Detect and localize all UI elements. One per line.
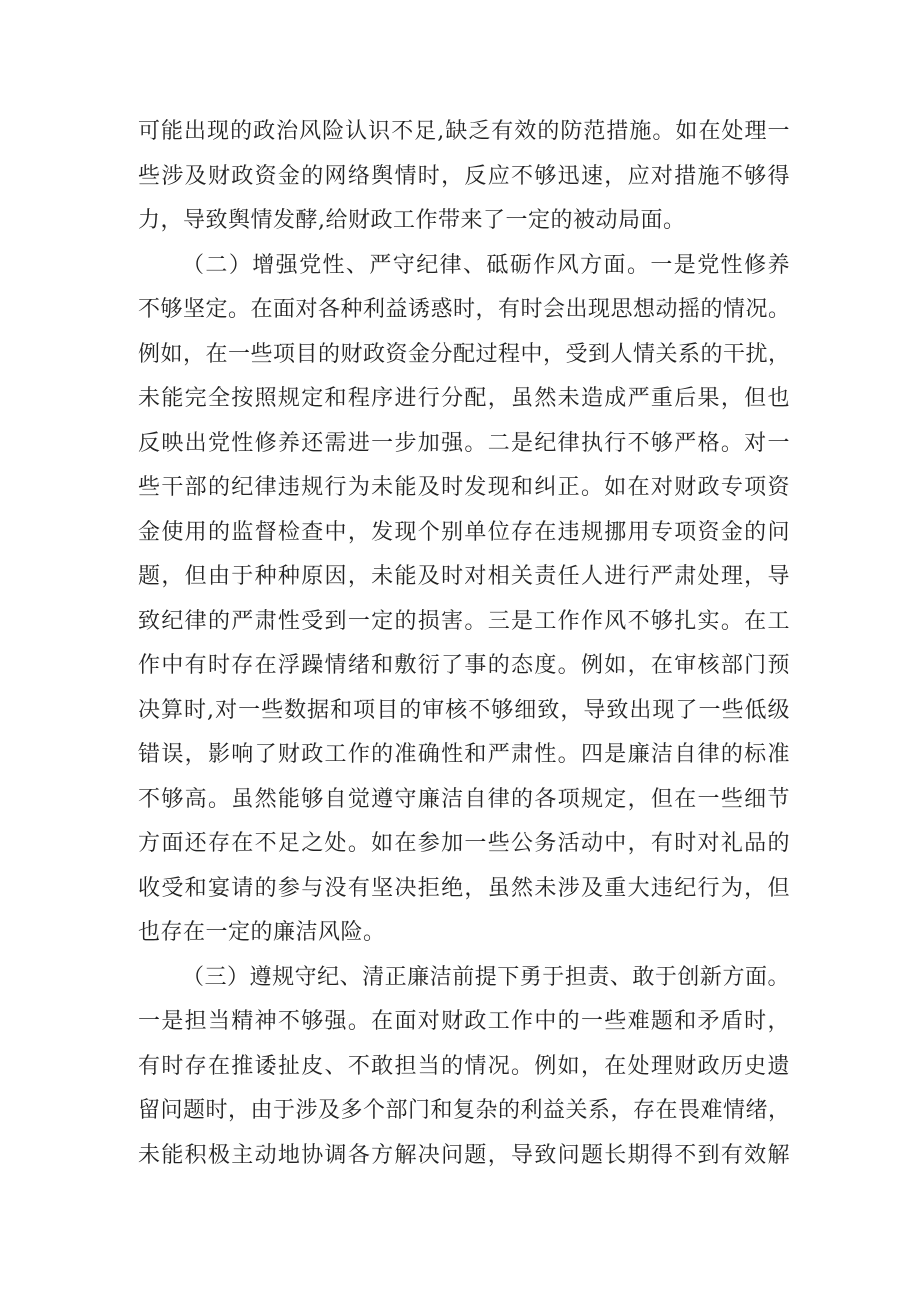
text-line: 有时存在推诿扯皮、不敢担当的情况。例如，在处理财政历史遗 [138, 1053, 790, 1079]
text-line: 不够坚定。在面对各种利益诱惑时，有时会出现思想动摇的情况。 [138, 297, 791, 322]
section-heading-line: （二）增强党性、严守纪律、砥砺作风方面。一是党性修养 [182, 252, 790, 278]
text-line: 也存在一定的廉洁风险。 [138, 920, 386, 945]
text-line: 力，导致舆情发酵,给财政工作带来了一定的被动局面。 [138, 208, 686, 233]
text-line: 例如，在一些项目的财政资金分配过程中，受到人情关系的干扰， [138, 341, 791, 367]
text-line: 作中有时存在浮躁情绪和敷衍了事的态度。例如，在审核部门预 [138, 653, 790, 678]
text-line: 收受和宴请的参与没有坚决拒绝，虽然未涉及重大违纪行为，但 [138, 875, 790, 901]
body-text [138, 110, 790, 1178]
text-line: 反映出党性修养还需进一步加强。二是纪律执行不够严格。对一 [138, 430, 790, 456]
text-line: 金使用的监督检查中，发现个别单位存在违规挪用专项资金的问 [138, 519, 790, 545]
text-line: 不够高。虽然能够自觉遵守廉洁自律的各项规定，但在一些细节 [138, 786, 790, 812]
text-line: 未能积极主动地协调各方解决问题，导致问题长期得不到有效解 [138, 1142, 790, 1168]
text-line: 一是担当精神不够强。在面对财政工作中的一些难题和矛盾时， [138, 1009, 790, 1034]
text-line: 方面还存在不足之处。如在参加一些公务活动中，有时对礼品的 [138, 831, 790, 856]
section-heading-line: （三）遵规守纪、清正廉洁前提下勇于担责、敢于创新方面。 [182, 964, 790, 990]
text-line: 决算时,对一些数据和项目的审核不够细致，导致出现了一些低级 [138, 697, 790, 723]
text-line: 留问题时，由于涉及多个部门和复杂的利益关系，存在畏难情绪， [138, 1098, 791, 1123]
text-line: 未能完全按照规定和程序进行分配，虽然未造成严重后果，但也 [138, 386, 790, 411]
text-line: 可能出现的政治风险认识不足,缺乏有效的防范措施。如在处理一 [138, 119, 790, 144]
text-line: 题，但由于种种原因，未能及时对相关责任人进行严肃处理，导 [138, 564, 790, 589]
text-line: 致纪律的严肃性受到一定的损害。三是工作作风不够扎实。在工 [138, 608, 790, 634]
text-line: 些干部的纪律违规行为未能及时发现和纠正。如在对财政专项资 [138, 475, 790, 500]
text-line: 些涉及财政资金的网络舆情时，反应不够迅速，应对措施不够得 [138, 163, 790, 189]
text-line: 错误，影响了财政工作的准确性和严肃性。四是廉洁自律的标准 [138, 742, 790, 767]
